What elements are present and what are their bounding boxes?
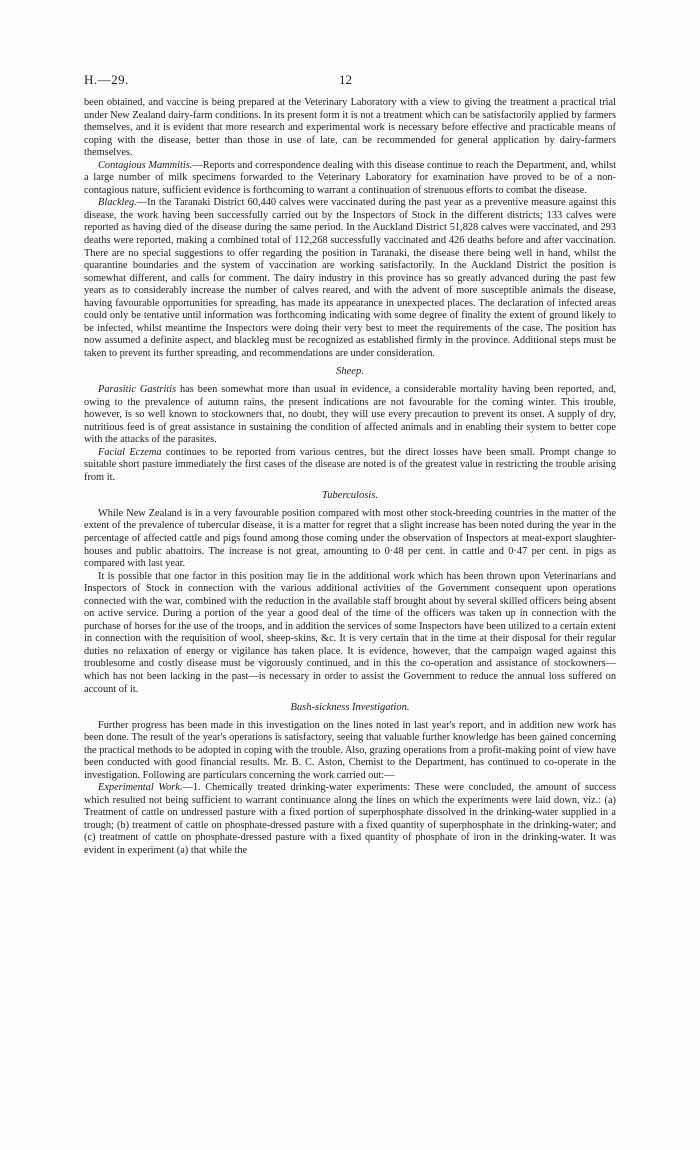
gastritis-title: Parasitic Gastritis (98, 383, 177, 395)
experimental-work-title: Experimental Work. (98, 782, 183, 794)
mammitis-title: Contagious Mammitis. (98, 159, 193, 171)
experimental-work-paragraph (84, 782, 616, 857)
experimental-work-text: —1. Chemically treated drinking-water experiments: These were concluded, the amount of success which resulted not being sufficient to warrant continuance along the lines on which the experiments were laid down, viz.: (a) Treatment of cattle on undressed pasture with a fixed portion of superphosphate dissolved in the drinking-water supplied in a trough; (b) treatment of cattle on phosphate-dressed pasture with a fixed quantity of superphosphate in the drinking-water; and (c) treatment of cattle on phosphate-dressed pasture with a fixed quantity of phosphate of iron in the drinking-water. It was evident in experiment (a) that while the (84, 782, 616, 857)
mammitis-paragraph (84, 160, 616, 198)
gastritis-text: has been somewhat more than usual in evidence, a considerable mortality having been reported, and, owing to the prevalence of autumn rains, the present indications are not favourable for the coming winter. This trouble, however, is so well known to stockowners that, no doubt, they will use every precaution to prevent its onset. A supply of dry, nutritious feed is of great assistance in sustaining the condition of affected animals and in enabling their system to better cope with the attacks of the parasites. (84, 383, 616, 446)
eczema-text: continues to be reported from various centres, but the direct losses have been small. Prompt change to suitable short pasture immediately the first cases of the disease are noted is of the greatest value in restricting the trouble arising from it. (84, 446, 616, 483)
blackleg-text: —In the Taranaki District 60,440 calves were vaccinated during the past year as a preventive measure against this disease, the work having been successfully carried out by the Inspectors of Stock in the different districts; 133 calves were reported as having died of the disease during the same period. In the Auckland District 51,828 calves were vaccinated, and 293 deaths were reported, making a combined total of 112,268 successfully vaccinated and 426 deaths before and after vaccination. There are no special suggestions to offer regarding the position in Taranaki, the disease there being well in hand, whilst the quarantine boundaries and the system of vaccination are working satisfactorily. In the Auckland District the position is somewhat different, and calls for comment. The dairy industry in this province has so greatly advanced during the past few years as to considerably increase the number of calves reared, and with the advent of more susceptible animals the disease, having favourable opportunities for spreading, has made its appearance in unexpected places. The declaration of infected areas could only be tentative until information was forthcoming indicating with some degree of finality the extent of ground likely to be infected, whilst meantime the Inspectors were doing their very best to meet the requirements of the case. The position has now assumed a definite aspect, and blackleg must be recognized as established firmly in the province. Additional steps must be taken to prevent its further spreading, and recommendations are under consideration. (84, 197, 616, 359)
section-heading-sheep: Sheep. (336, 366, 364, 378)
intro-paragraph: been obtained, and vaccine is being prepared at the Veterinary Laboratory with a view to giving the treatment a practical trial under New Zealand dairy-farm conditions. In its present form it is not a treatment which can be satisfactorily applied by farmers themselves, and it is evident that more research and experimental work is necessary before effective and practicable means of coping with the disease, better than those in use of late, can be recommended for general application by dairy-farmers themselves. (84, 97, 616, 159)
gastritis-paragraph (84, 384, 616, 447)
page-number: 12 (339, 72, 352, 87)
blackleg-paragraph (84, 197, 616, 360)
tuberculosis-paragraph: It is possible that one factor in this position may lie in the additional work which has been thrown upon Veterinarians and Inspectors of Stock in connection with the various additional activities of the Government consequent upon operations connected with the war, combined with the reduction in the available staff brought about by several skilled officers being absent on active service. During a portion of the year a good deal of the time of the officers was taken up in connection with the purchase of horses for the use of the troops, and in addition the services of some Inspectors have been utilized to a certain extent in connection with the requisition of wool, sheep-skins, &c. It is very certain that in the time at their disposal for their regular duties no relaxation of energy or vigilance has taken place. It is evidence, however, that the campaign waged against this troublesome and costly disease must be vigorously continued, and in this the co-operation and assistance of stockowners—which has not been lacking in the past—is necessary in order to assist the Government to reduce the annual loss suffered on account of it. (84, 570, 616, 695)
tuberculosis-paragraph: While New Zealand is in a very favourable position compared with most other stock-breeding countries in the matter of the extent of the prevalence of tubercular disease, it is a matter for regret that a slight increase has been noted during the year in the percentage of affected cattle and pigs found among those coming under the observation of Inspectors at meat-export slaughter-houses and public abattoirs. The increase is not great, amounting to 0·48 per cent. in cattle and 0·47 per cent. in pigs as compared with last year. (84, 507, 616, 570)
section-heading-bush-sickness: Bush-sickness Investigation. (290, 702, 410, 714)
eczema-paragraph (84, 447, 616, 485)
blackleg-title: Blackleg. (98, 197, 137, 209)
body-text (84, 97, 616, 858)
page-header (84, 72, 616, 88)
eczema-title: Facial Eczema (98, 446, 162, 458)
bush-sickness-paragraph: Further progress has been made in this investigation on the lines noted in last year's report, and in addition new work has been done. The result of the year's operations is satisfactory, seeing that valuable further knowledge has been gained concerning the practical methods to be adopted in coping with the trouble. Also, grazing operations from a profit-making point of view have been conducted with good financial results. Mr. B. C. Aston, Chemist to the Department, has continued to co-operate in the investigation. Following are particulars concerning the work carried out:— (84, 719, 616, 781)
document-reference: H.—29. (84, 72, 129, 87)
mammitis-text: —Reports and correspondence dealing with this disease continue to reach the Department, and, whilst a large number of milk specimens forwarded to the Veterinary Laboratory for examination have proved to be of a non-contagious nature, sufficient evidence is forthcoming to warrant a continuation of strenuous efforts to combat the disease. (84, 159, 616, 196)
section-heading-tuberculosis: Tuberculosis. (322, 490, 378, 502)
